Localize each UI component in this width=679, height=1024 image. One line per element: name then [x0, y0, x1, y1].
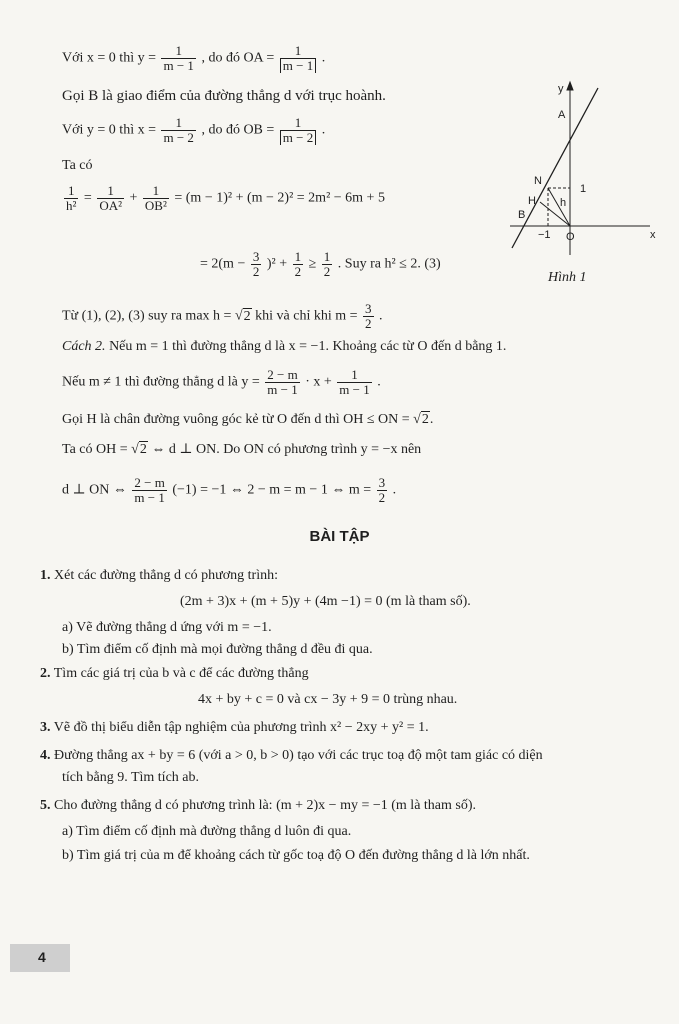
fraction: $\frac{1}{m - 1}$: [339, 367, 370, 397]
intro-line-2: Gọi B là giao điểm của đường thẳng d với trục hoành.: [62, 88, 386, 104]
fraction: $\frac{1}{m - 2}$: [280, 116, 316, 145]
fraction: $\frac{3}{2}$: [252, 249, 260, 279]
fraction: $\frac{1}{m - 1}$: [163, 43, 194, 73]
exercise-4-cont: tích bằng 9. Tìm tích ab.: [62, 770, 199, 785]
body-line-10: Gọi H là chân đường vuông góc kẻ từ O đến d thì OH ≤ ON = √2.: [62, 412, 434, 427]
label-n: N: [534, 175, 542, 187]
line-d: [512, 88, 598, 248]
fraction: $\frac{3}{2}$: [365, 301, 372, 331]
label-y: y: [558, 83, 564, 95]
exercise-1a: a) Vẽ đường thẳng d ứng với m = −1.: [62, 620, 272, 635]
intro-line-5: $\frac{1}{\text{h²}}$ = $\frac{1}{\text{OA²}}$ + $\frac{1}{\text{OB²}}$ = (m − 1)² + (m − 2)² = 2m² − 6m + 5: [66, 183, 385, 213]
segment-on: [548, 188, 570, 226]
exercise-5a: a) Tìm điểm cố định mà đường thẳng d luôn đi qua.: [62, 824, 352, 839]
page-number-tab: [10, 944, 70, 972]
intro-line-4: Ta có: [62, 158, 93, 173]
exercises-title: BÀI TẬP: [309, 528, 370, 545]
body-line-9: Nếu m ≠ 1 thì đường thẳng d là y = $\frac{2 - m}{m - 1}$ · x + $\frac{1}{m - 1}$ .: [62, 367, 381, 397]
y-arrow-icon: [567, 82, 573, 90]
exercise-5b: b) Tìm giá trị của m để khoảng cách từ gốc toạ độ O đến đường thẳng d là lớn nhất.: [62, 848, 530, 863]
fraction: $\frac{1}{2}$: [294, 249, 302, 279]
fraction: $\frac{1}{m - 1}$: [280, 44, 316, 73]
label-one: 1: [580, 183, 587, 195]
body-line-11: Ta có OH = √2 ⇔ d ⊥ ON. Do ON có phương trình y = −x nên: [62, 442, 422, 457]
figure-caption: Hình 1: [548, 270, 587, 285]
body-line-8: Cách 2. Nếu m = 1 thì đường thẳng d là x = −1. Khoảng các từ O đến d bằng 1.: [62, 339, 507, 354]
fraction: $\frac{2 - m}{m - 1}$: [267, 367, 298, 397]
label-o: O: [566, 231, 575, 243]
text: , do đó OA =: [201, 50, 275, 66]
label-b: B: [518, 209, 526, 221]
intro-line-6: = 2(m − $\frac{3}{2}$ )² + $\frac{1}{2}$ ≥ $\frac{1}{2}$ . Suy ra h² ≤ 2. (3): [200, 249, 441, 279]
label-h-point: H: [528, 195, 536, 207]
fraction: $\frac{1}{2}$: [323, 249, 331, 279]
fraction: $\frac{1}{\text{h²}}$: [66, 183, 77, 213]
fraction: $\frac{1}{\text{OB²}}$: [144, 183, 167, 213]
body-line-7: Từ (1), (2), (3) suy ra max h = √2 khi và chỉ khi m = $\frac{3}{2}$ .: [62, 301, 383, 331]
body-line-12: d ⊥ ON ⇔ $\frac{2 - m}{m - 1}$ (−1) = −1 ⇔ 2 − m = m − 1 ⇔ m = $\frac{3}{2}$ .: [62, 475, 397, 505]
intro-line-3: Với y = 0 thì x = $\frac{1}{m - 2}$ , do đó OB = $\frac{1}{m - 2}$ .: [62, 115, 326, 145]
text: Với x = 0 thì y =: [62, 50, 156, 66]
exercise-5: 5. Cho đường thẳng d có phương trình là: (m + 2)x − my = −1 (m là tham số).: [40, 798, 477, 813]
exercise-3: 3. Vẽ đồ thị biểu diễn tập nghiệm của phương trình x² − 2xy + y² = 1.: [40, 720, 429, 735]
page-number: 4: [38, 949, 46, 965]
exercise-2: 2. Tìm các giá trị của b và c để các đường thẳng: [40, 666, 309, 681]
intro-line-1: Với x = 0 thì y = $\frac{1}{m - 1}$ , do đó OA = $\frac{1}{m - 1}$ .: [62, 43, 326, 73]
exercise-1: 1. Xét các đường thẳng d có phương trình:: [40, 568, 278, 583]
label-minus-one: −1: [538, 229, 551, 241]
fraction: $\frac{2 - m}{m - 1}$: [134, 475, 165, 505]
fraction: $\frac{1}{m - 2}$: [163, 115, 194, 145]
fraction: $\frac{1}{\text{OA²}}$: [99, 183, 122, 213]
exercise-2-equation: 4x + by + c = 0 và cx − 3y + 9 = 0 trùng nhau.: [198, 692, 458, 707]
label-a: A: [558, 109, 566, 121]
label-h: h: [560, 197, 567, 209]
fraction: $\frac{3}{2}$: [378, 475, 386, 505]
hinh-1-figure: [500, 80, 660, 270]
exercise-1b: b) Tìm điểm cố định mà mọi đường thẳng d đều đi qua.: [62, 642, 373, 657]
label-x: x: [650, 229, 656, 241]
exercise-1-equation: (2m + 3)x + (m + 5)y + (4m −1) = 0 (m là tham số).: [180, 594, 471, 609]
exercise-4: 4. Đường thẳng ax + by = 6 (với a > 0, b > 0) tạo với các trục toạ độ một tam giác có diện: [40, 748, 543, 763]
